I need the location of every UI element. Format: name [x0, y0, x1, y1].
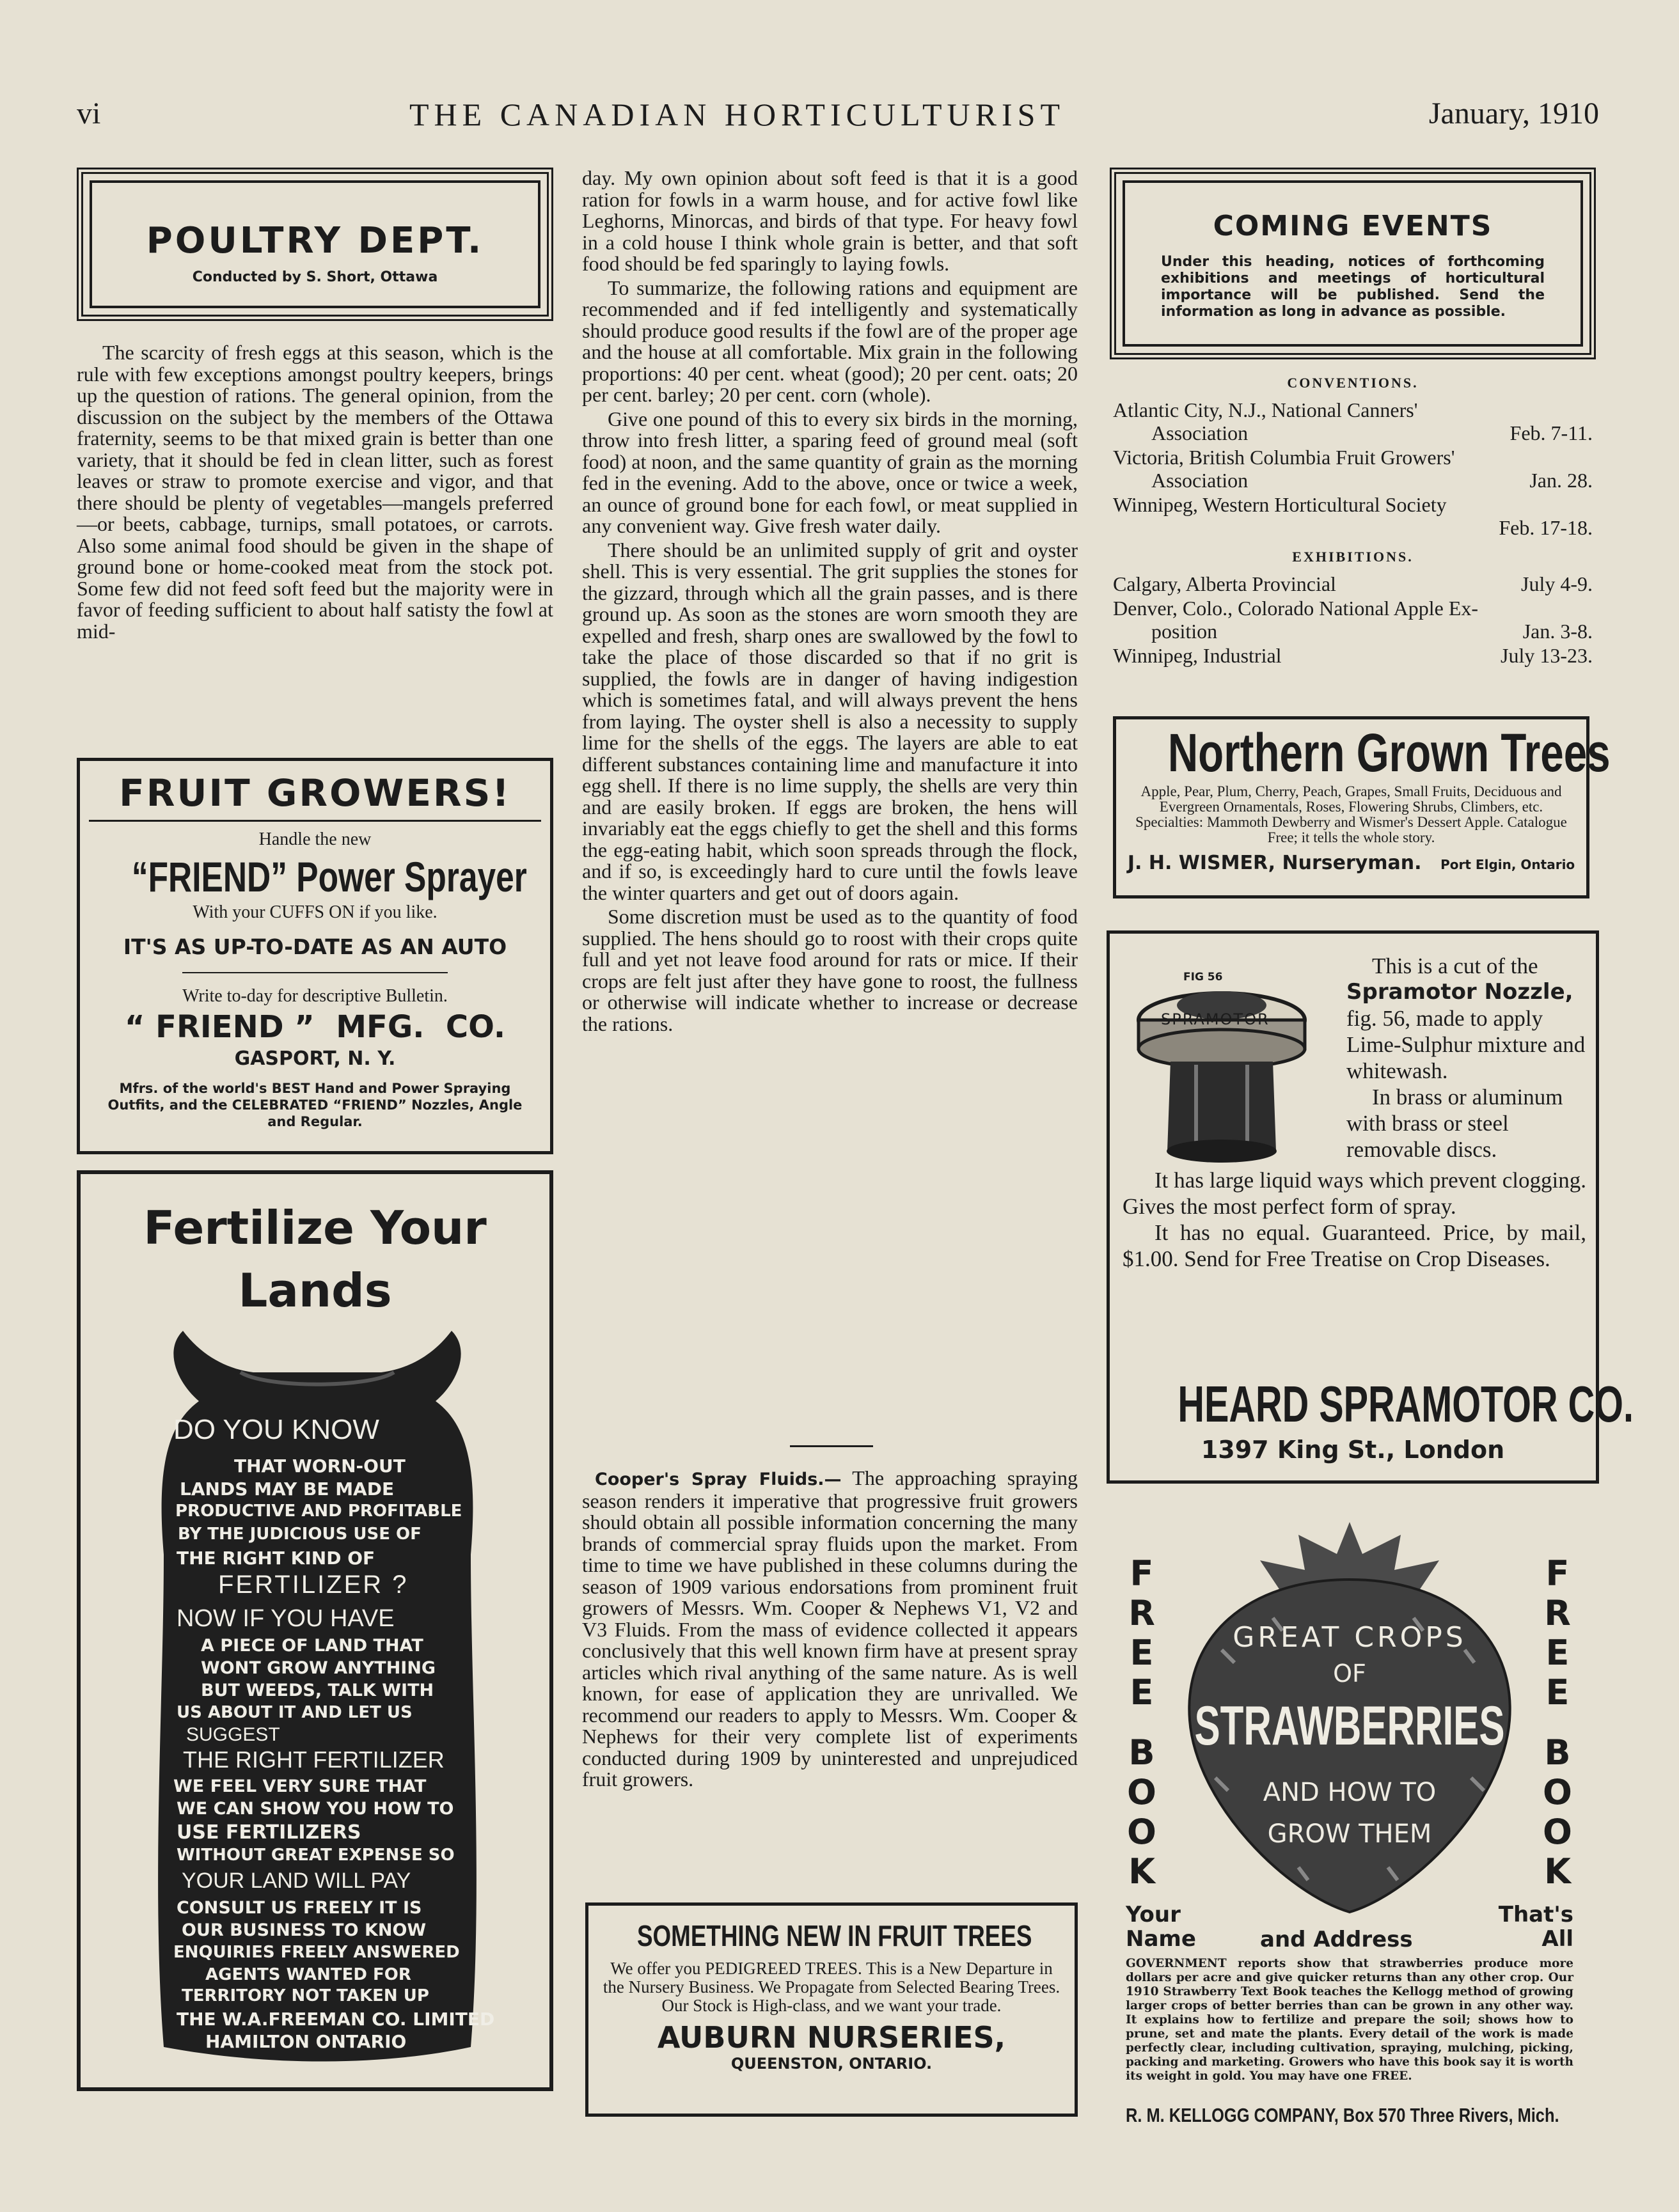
sack-line: HAMILTON ONTARIO: [205, 2031, 407, 2052]
divider: [89, 820, 541, 822]
sack-line: USE FERTILIZERS: [177, 1821, 361, 1844]
sack-line: US ABOUT IT AND LET US: [177, 1703, 413, 1722]
kellogg-strawberry-ad: [1126, 1509, 1573, 2136]
sack-line: WITHOUT GREAT EXPENSE SO: [177, 1846, 455, 1865]
ad-company: “ FRIEND ” MFG. CO.: [124, 1009, 506, 1045]
event-sub: Association: [1151, 421, 1249, 444]
event-name: Denver, Colo., Colorado National Apple Ex-: [1113, 597, 1479, 620]
running-header: [77, 96, 1599, 141]
spramotor-desc: fig. 56, made to apply Lime-Sulphur mixture and whitewash.: [1346, 1006, 1586, 1083]
sack-line: DO YOU KNOW: [173, 1414, 379, 1445]
poultry-column-2: [582, 168, 1078, 1037]
paragraph: To summarize, the following rations and equipment are recommended and if fed intelligently and systematically should produce good results if the fowl are of the proper age and the house at all comfortable. Mix grain in the following proportions: 40 per cent. wheat (good); 20 per cent. oats; 20 per cent. barley; 20 per cent. corn (whole).: [582, 276, 1078, 406]
kellogg-company: R. M. KELLOGG COMPANY, Box 570 Three Rivers, Mich.: [1126, 2104, 1559, 2126]
northern-grown-trees-ad: [1113, 716, 1611, 898]
and-address: and Address: [1260, 1927, 1413, 1952]
journal-title: THE CANADIAN HORTICULTURIST: [409, 97, 1066, 132]
sack-line: FERTILIZER ?: [218, 1571, 409, 1599]
paragraph: Give one pound of this to every six birds in the morning, throw into fresh litter, a sparing feed of ground meal (soft food) at noon, and the same quantity of grain as the morning fed in the evening. Add to the above, once or twice a week, an ounce of ground bone for each fowl, or meat supplied in any convenient way. Give fresh water daily.: [582, 407, 1078, 537]
sack-line: TERRITORY NOT TAKEN UP: [182, 1986, 429, 2005]
sack-line: YOUR LAND WILL PAY: [182, 1869, 411, 1893]
sack-line: LANDS MAY BE MADE: [180, 1479, 395, 1500]
sack-line: THE W.A.FREEMAN CO. LIMITED: [177, 2009, 495, 2030]
event-entry: [1113, 446, 1593, 492]
paragraph: There should be an unlimited supply of grit and oyster shell. This is very essential. The grit supplies the stones for the gizzard, through which all the grain passes, and is there ground up. As soon as the stones are worn smooth they are expelled and fresh, sharp ones are swallowed by the fowl to take the place of those discarded so that if no grit is supplied, the fowls are in danger of having indigestion which is sometimes fatal, and will always prevent the hens from laying. The oyster shell is also a necessity to supply lime for the shells of the eggs. The layers are able to eat different substances containing lime and manufacture it into egg shell. If there is no lime supply, the shells are very thin and are easily broken. If eggs are broken, the hens will invariably eat the eggs chiefly to get the shell and this forms the egg-eating habit, which soon spreads through the flock, and if so, is exceedingly hard to cure until the fowls leave the winter quarters and get out of doors again.: [582, 538, 1078, 904]
auburn-nurseries-ad: [585, 1902, 1078, 2117]
free-vertical-left: FREE: [1128, 1553, 1155, 1713]
event-entry: [1113, 398, 1593, 444]
issue-date: January, 1910: [1428, 97, 1599, 130]
paragraph: day. My own opinion about soft feed is that it is a good ration for fowls in a warm house, and for active fowl like Leghorns, Minorcas, and birds of that type. For heavy fowl in a cold house I think whole grain is better, and that soft food should be fed sparingly to laying fowls.: [582, 166, 1078, 275]
event-name: Winnipeg, Western Horticultural Society: [1113, 493, 1447, 516]
spramotor-company: HEARD SPRAMOTOR CO.: [1178, 1376, 1634, 1432]
event-entry: [1113, 493, 1593, 539]
book-vertical-left: BOOK: [1127, 1732, 1156, 1892]
conventions-heading: CONVENTIONS.: [1287, 375, 1419, 391]
ngt-place: Port Elgin, Ontario: [1440, 857, 1575, 872]
poultry-dept-byline: Conducted by S. Short, Ottawa: [192, 269, 438, 285]
event-entry: [1113, 644, 1593, 667]
exhibitions-heading: EXHIBITIONS.: [1292, 549, 1414, 565]
coming-events-notice: Under this heading, notices of forthcoming exhibitions and meetings of horticultural importance will be published. Send the information as long in advance as possible.: [1161, 254, 1545, 320]
nozzle-brand-label: SPRAMOTOR: [1161, 1010, 1270, 1028]
thats-all: That's All: [1498, 1902, 1573, 1952]
event-entry: [1113, 572, 1593, 595]
ad-cuffs: With your CUFFS ON if you like.: [193, 902, 437, 922]
coopers-item: [582, 1468, 1078, 1793]
fert-title-line-1: Fertilize Your: [143, 1201, 487, 1255]
event-date: July 4-9.: [1521, 572, 1593, 595]
ad-mfrs: Mfrs. of the world's BEST Hand and Power Spraying Outfits, and the CELEBRATED “FRIEND” Nozzles, Angle and Regular.: [107, 1081, 523, 1129]
sack-line: A PIECE OF LAND THAT: [201, 1636, 423, 1656]
paragraph: The scarcity of fresh eggs at this season, which is the rule with few exceptions amongst poultry keepers, brings up the question of rations. The general opinion, from the discussion on the subject by the members of the Ottawa fraternity, seems to be that mixed grain is better than one variety, that it should be fed in clean litter, such as forest leaves or straw to promote exercise and vigor, and that there should be plenty of vegetables—mangels preferred—or beets, cabbage, turnips, small potatoes, or carrots. Also some animal food should be given in the shape of ground bone or home-cooked meat from the stock pot. Some few did not feed soft feed but the majority were in favor of feeding sufficient to about half satisty the fowl at mid-: [77, 341, 553, 643]
nozzle-illustration: [1126, 959, 1318, 1177]
event-sub: position: [1151, 620, 1218, 643]
coopers-text: The approaching spraying season renders it imperative that progressive fruit growers should obtain all possible information concerning the many brands of commercial spray fluids upon the market. From time to time we have published in these columns during the season of 1909 various endorsations from prominent fruit growers of Messrs. Wm. Cooper & Nephews V1, V2 and V3 Fluids. From the mass of evidence collected it appears conclusively that this well known firm have at present spray articles which rival anything of the same nature. As is well known, for ease of application they are unrivalled. We recommend our readers to apply to Messrs. Wm. Cooper & Nephews for their very complete list of experiments conducted during 1909 by uninterested and unprejudiced fruit growers.: [582, 1466, 1078, 1791]
sack-line: BY THE JUDICIOUS USE OF: [178, 1525, 422, 1544]
event-name: Atlantic City, N.J., National Canners': [1113, 398, 1418, 421]
coming-events-box: [1110, 168, 1596, 359]
auburn-name: AUBURN NURSERIES,: [657, 2020, 1006, 2055]
auburn-title: SOMETHING NEW IN FRUIT TREES: [637, 1919, 1032, 1952]
sack-line: OUR BUSINESS TO KNOW: [182, 1920, 427, 1940]
event-entry: [1113, 597, 1593, 643]
events-list: [1113, 368, 1593, 668]
spramotor-body: It has large liquid ways which prevent clogging. Gives the most perfect form of spray.: [1123, 1168, 1586, 1219]
fertilizer-ad: [77, 1170, 553, 2091]
your-name: Your Name: [1126, 1902, 1196, 1952]
strawberry-big: STRAWBERRIES: [1194, 1695, 1505, 1757]
poultry-dept-title: POULTRY DEPT.: [146, 220, 484, 262]
coopers-lead: Cooper's Spray Fluids.—: [595, 1470, 842, 1489]
event-sub: Association: [1151, 469, 1249, 492]
friend-sprayer-ad: [77, 758, 553, 1154]
sack-line: WE CAN SHOW YOU HOW TO: [177, 1799, 454, 1819]
poultry-dept-box: [77, 168, 553, 321]
ngt-name: J. H. WISMER, Nurseryman.: [1127, 852, 1422, 874]
nozzle-fig-label: FIG 56: [1183, 971, 1223, 984]
event-name: Winnipeg, Industrial: [1113, 644, 1282, 667]
ad-headline: FRUIT GROWERS!: [119, 771, 511, 815]
ngt-footer: [1116, 852, 1586, 874]
spramotor-nozzle-ad: [1107, 930, 1634, 1484]
paragraph: Some discretion must be used as to the quantity of food supplied. The hens should go to roost with their crops quite full and yet not leave food around for rats or mice. If their crops are felt just after they have gone to roost, the fullness or otherwise will indicate whether to increase or decrease the rations.: [582, 905, 1078, 1035]
spramotor-desc2: In brass or aluminum with brass or steel removable discs.: [1346, 1085, 1563, 1162]
book-vertical-right: BOOK: [1543, 1732, 1572, 1892]
ad-tagline: IT'S AS UP-TO-DATE AS AN AUTO: [123, 934, 507, 959]
coming-events-title: COMING EVENTS: [1213, 210, 1493, 242]
event-date: Jan. 28.: [1529, 469, 1593, 492]
sack-line: CONSULT US FREELY IT IS: [177, 1898, 422, 1918]
auburn-place: QUEENSTON, ONTARIO.: [730, 2055, 933, 2073]
sack-line: BUT WEEDS, TALK WITH: [201, 1681, 434, 1700]
event-date: July 13-23.: [1501, 644, 1593, 667]
sack-line: THE RIGHT FERTILIZER: [183, 1746, 445, 1773]
spramotor-intro: This is a cut of the: [1372, 953, 1538, 978]
auburn-body: We offer you PEDIGREED TREES. This is a New Departure in the Nursery Business. We Propagate from Selected Bearing Trees. Our Stock is High-class, and we want your trade.: [603, 1959, 1060, 2015]
event-name: Calgary, Alberta Provincial: [1113, 572, 1336, 595]
sack-line: WE FEEL VERY SURE THAT: [173, 1777, 427, 1796]
event-name: Victoria, British Columbia Fruit Growers': [1113, 446, 1455, 469]
strawberry-body: GOVERNMENT reports show that strawberries produce more dollars per acre and give quicker returns than any other crop. Our 1910 Strawberry Text Book teaches the Kellogg method of growing larger crops of better berries than can be grown in any other way. It explains how to fertilize and prepare the soil; shows how to prune, set and mate the plants. Every detail of the work is made perfectly clear, including cultivation, spraying, mulching, picking, packing and marketing. Growers who have this book say it is worth its weight in gold. You may have one FREE.: [1126, 1957, 1573, 2083]
event-date: Jan. 3-8.: [1522, 620, 1593, 643]
ad-write: Write to-day for descriptive Bulletin.: [182, 986, 448, 1006]
strawberry-of: OF: [1333, 1659, 1366, 1688]
sack-line: SUGGEST: [186, 1724, 280, 1745]
sack-line: PRODUCTIVE AND PROFITABLE: [175, 1502, 462, 1521]
ngt-title: Northern Grown Trees: [1167, 723, 1611, 783]
sack-line: THAT WORN-OUT: [234, 1455, 406, 1477]
sack-line: NOW IF YOU HAVE: [177, 1605, 395, 1632]
event-date: Feb. 7-11.: [1510, 421, 1593, 444]
spramotor-body2: It has no equal. Guaranteed. Price, by mail, $1.00. Send for Free Treatise on Crop Diseases.: [1123, 1220, 1586, 1271]
strawberry-arc-text: GREAT CROPS: [1233, 1621, 1467, 1654]
spramotor-intro-block: [1346, 953, 1586, 1163]
poultry-column-1: [77, 342, 553, 645]
free-vertical-right: FREE: [1544, 1553, 1571, 1713]
sack-line: WONT GROW ANYTHING: [201, 1658, 436, 1678]
sack-line: AGENTS WANTED FOR: [205, 1965, 411, 1984]
sack-line: ENQUIRIES FREELY ANSWERED: [173, 1943, 460, 1962]
fert-title-line-2: Lands: [238, 1264, 392, 1317]
spramotor-product: Spramotor Nozzle,: [1346, 979, 1573, 1005]
section-rule: [790, 1445, 873, 1447]
spramotor-address: 1397 King St., London: [1201, 1436, 1505, 1464]
page-folio: vi: [77, 97, 101, 130]
divider: [182, 972, 448, 973]
ad-product: “FRIEND” Power Sprayer: [131, 853, 527, 900]
ngt-body: Apple, Pear, Plum, Cherry, Peach, Grapes, Small Fruits, Deciduous and Evergreen Ornamentals, Roses, Flowering Shrubs, Climbers, etc. Specialties: Mammoth Dewberry and Wismer's Dessert Apple. Catalogue Free; it tells the whole story.: [1135, 783, 1567, 845]
spramotor-body-block: [1123, 1167, 1586, 1272]
strawberry-sub1: AND HOW TO: [1263, 1778, 1437, 1807]
strawberry-sub2: GROW THEM: [1267, 1819, 1432, 1849]
ad-city: GASPORT, N. Y.: [234, 1047, 396, 1070]
event-date: Feb. 17-18.: [1499, 516, 1593, 539]
ad-handle: Handle the new: [258, 829, 372, 849]
sack-line: THE RIGHT KIND OF: [177, 1548, 375, 1569]
